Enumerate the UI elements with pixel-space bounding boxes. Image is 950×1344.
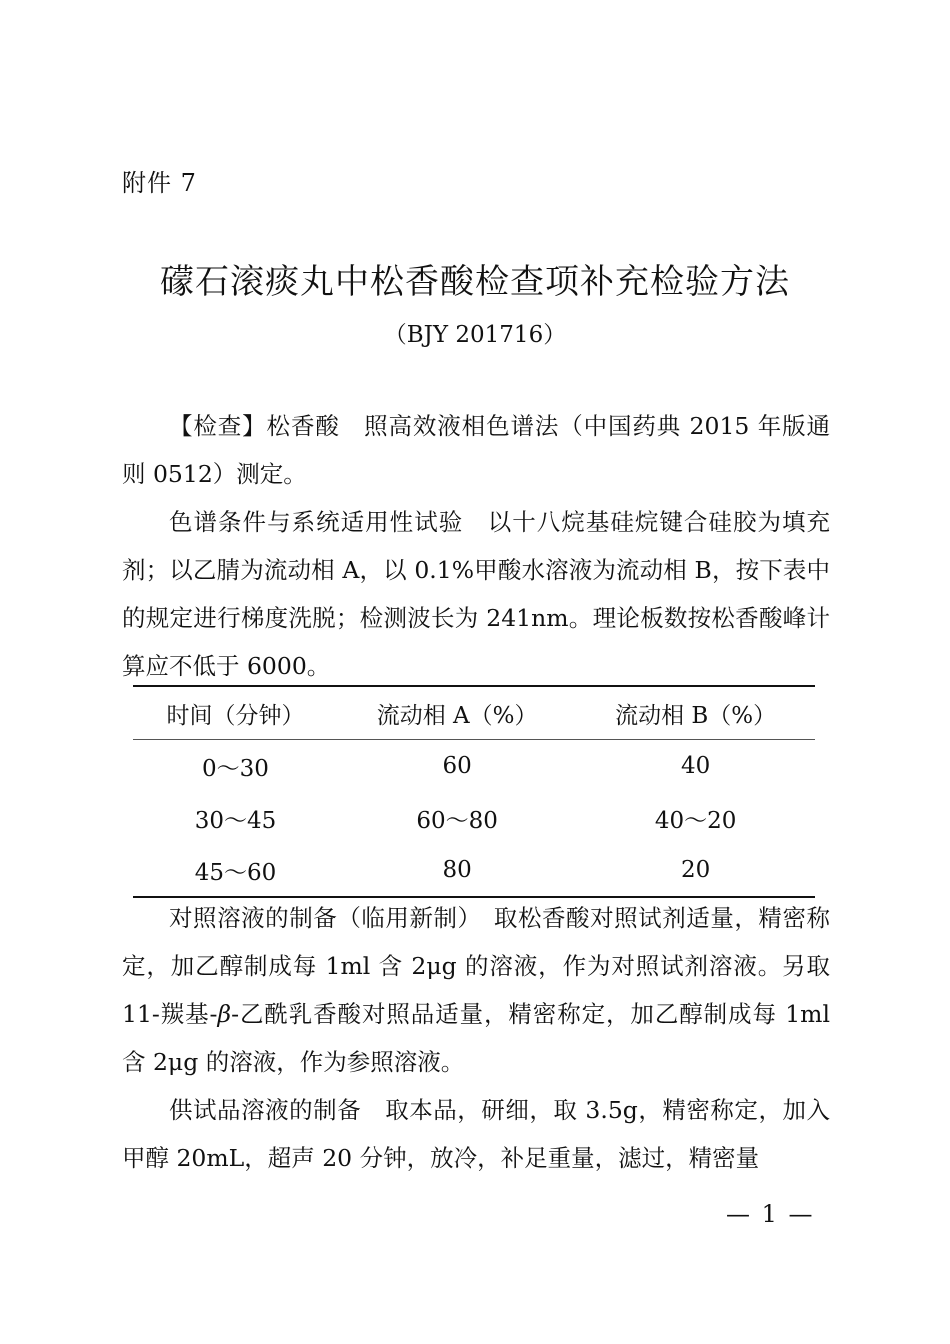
paragraph-reference-solution xyxy=(122,894,830,1086)
table-header-phase-b: 流动相 B（%） xyxy=(576,686,815,740)
paragraph-test-solution: 供试品溶液的制备 取本品，研细，取 3.5g，精密称定，加入甲醇 20mL，超声 20 分钟，放冷，补足重量，滤过，精密量 xyxy=(122,1096,830,1172)
table-row xyxy=(133,792,815,844)
beta-symbol: β xyxy=(217,1000,232,1028)
paragraph-chromatographic-conditions: 色谱条件与系统适用性试验 以十八烷基硅烷键合硅胶为填充剂；以乙腈为流动相 A，以 0.1%甲酸水溶液为流动相 B，按下表中的规定进行梯度洗脱；检测波长为 241nm。理论板数按松香酸峰计算应不低于 6000。 xyxy=(122,508,830,680)
table-cell: 40～20 xyxy=(654,807,737,834)
paragraph-text: 对照溶液的制备（临用新制） 取松香酸对照试剂适量，精密称定，加乙醇制成每 1ml 含 2μg 的溶液，作为对照试剂溶液。另取 11-羰基- xyxy=(122,904,830,1028)
gradient-table xyxy=(133,685,815,898)
table-cell: 45～60 xyxy=(194,859,277,886)
paragraph-inspection: 【检查】松香酸 照高效液相色谱法（中国药典 2015 年版通则 0512）测定。 xyxy=(122,412,830,488)
table-row xyxy=(133,844,815,897)
table-header-phase-a: 流动相 A（%） xyxy=(338,686,576,740)
table-cell: 80 xyxy=(442,857,472,883)
table-row xyxy=(133,740,815,793)
table-cell: 60 xyxy=(442,753,472,779)
table-cell: 20 xyxy=(680,857,711,883)
table-cell: 30～45 xyxy=(194,807,277,834)
table-cell: 0～30 xyxy=(202,755,269,782)
table-header-time: 时间（分钟） xyxy=(133,686,338,740)
page-number: — 1 — xyxy=(726,1200,815,1228)
annex-label: 附件 7 xyxy=(122,169,197,197)
table-header-row xyxy=(133,686,815,740)
table-cell: 40 xyxy=(680,753,711,779)
document-title: 礞石滚痰丸中松香酸检查项补充检验方法 xyxy=(160,262,790,302)
document-code: （BJY 201716） xyxy=(383,322,567,348)
paragraph-text: -乙酰乳香酸对照品适量，精密称定，加乙醇制成每 1ml 含 2μg 的溶液，作为参照溶液。 xyxy=(122,1000,830,1076)
table-cell: 60～80 xyxy=(416,807,498,834)
